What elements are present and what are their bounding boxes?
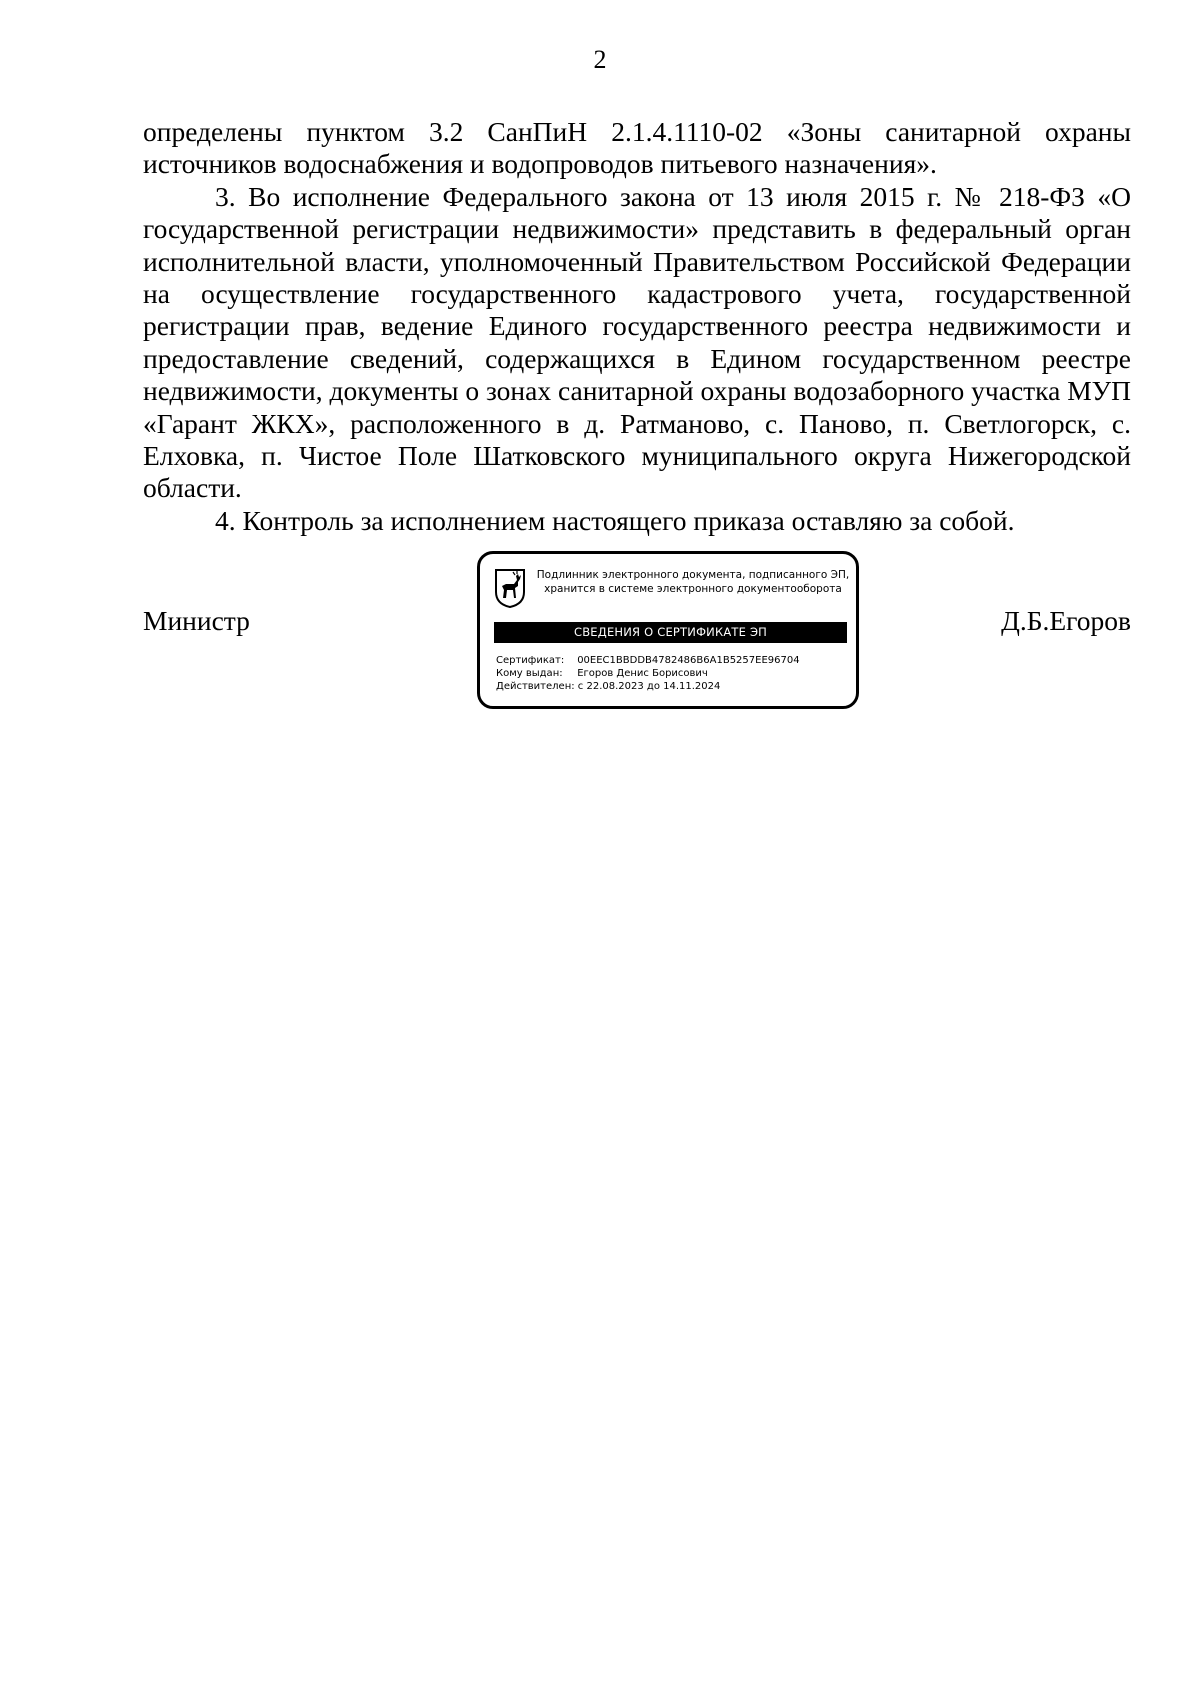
signatory-name: Д.Б.Егоров [1001,605,1131,636]
nizhny-novgorod-deer-emblem-icon [494,568,526,608]
issued-to-value: Егоров Денис Борисович [577,668,708,679]
document-body [143,116,1131,537]
certificate-row [496,654,846,667]
page-number: 2 [593,45,607,74]
certificate-details [496,654,846,693]
stamp-header [534,568,852,596]
signatory-position: Министр [143,605,250,636]
certificate-value: 00EEC1BBDDB4782486B6A1B5257EE96704 [577,655,800,666]
validity-row [496,680,846,693]
certificate-label: Сертификат: [496,655,565,666]
validity-label: Действителен: [496,681,575,692]
validity-value: с 22.08.2023 до 14.11.2024 [577,681,721,692]
certificate-info-title: СВЕДЕНИЯ О СЕРТИФИКАТЕ ЭП [494,622,847,643]
paragraph-item-4: 4. Контроль за исполнением настоящего приказа оставляю за собой. [215,504,1015,536]
electronic-signature-stamp [477,551,859,709]
issued-to-row [496,667,846,680]
issued-to-label: Кому выдан: [496,668,563,679]
stamp-header-line-1: Подлинник электронного документа, подписанного ЭП, [536,569,850,581]
paragraph-continuation: определены пунктом 3.2 СанПиН 2.1.4.1110-02 «Зоны санитарной охраны источников водоснабжения и водопроводов питьевого назначения». [143,116,1131,180]
paragraph-item-3: 3. Во исполнение Федерального закона от 13 июля 2015 г. № 218-ФЗ «О государственной регистрации недвижимости» представить в федеральный орган исполнительной власти, уполномоченный Правительством Российской Федерации на осуществление государственного кадастрового учета, государственной регистрации прав, ведение Единого государственного реестра недвижимости и предоставление сведений, содержащихся в Едином государственном реестре недвижимости, документы о зонах санитарной охраны водозаборного участка МУП «Гарант ЖКХ», расположенного в д. Ратманово, с. Паново, п. Светлогорск, с. Елховка, п. Чистое Поле Шатковского муниципального округа Нижегородской области. [143,180,1131,504]
stamp-header-line-2: хранится в системе электронного документооборота [544,583,842,595]
